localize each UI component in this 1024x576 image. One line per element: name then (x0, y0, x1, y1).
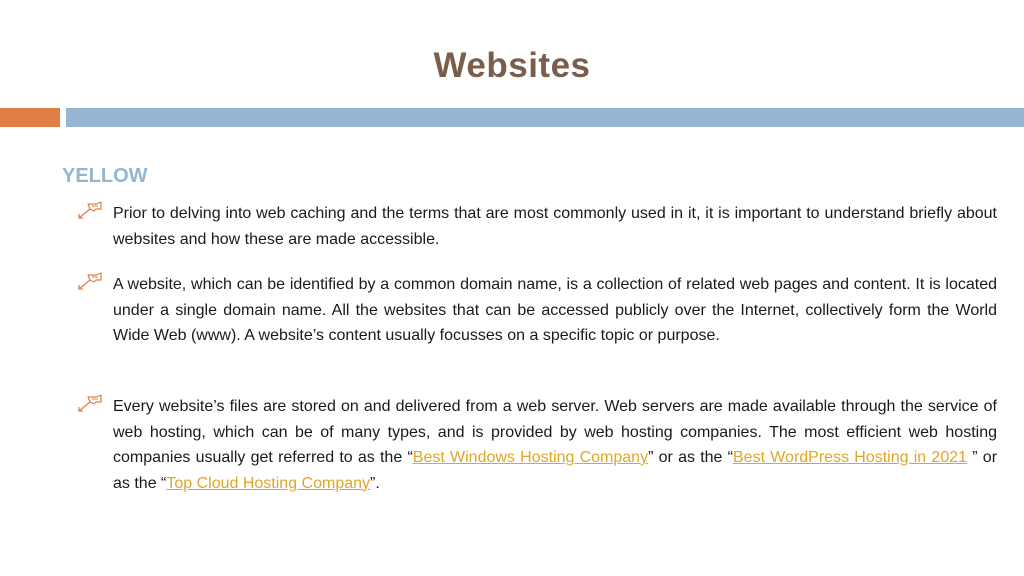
section-subheading: YELLOW (62, 165, 148, 187)
paragraph-intro: Prior to delving into web caching and the terms that are most commonly used in it, it is important to understand briefly about websites and how these are made accessible. (113, 205, 997, 248)
accent-bar-blue (66, 108, 1024, 127)
paragraph-text: ” or as the “ (113, 449, 998, 492)
link-top-cloud-hosting[interactable]: Top Cloud Hosting Company (166, 474, 371, 492)
paragraph-web-hosting (113, 394, 997, 496)
pointing-hand-icon (77, 200, 105, 222)
slide-title: Websites (433, 46, 591, 85)
paragraph-website-definition: A website, which can be identified by a common domain name, is a collection of related web pages and content. It is located under a single domain name. All the websites that can be accessed publicly over the Internet, collectively form the World Wide Web (www). A website’s content usually focusses on a specific topic or purpose. (113, 276, 997, 344)
pointing-hand-icon (77, 271, 105, 293)
paragraph-text: ” or as the “ (648, 449, 733, 466)
link-best-windows-hosting[interactable]: Best Windows Hosting Company (412, 449, 649, 466)
pointing-hand-icon (77, 393, 105, 415)
link-best-wordpress-hosting[interactable]: Best WordPress Hosting in 2021 (733, 449, 968, 466)
accent-bar-orange (0, 108, 60, 127)
paragraph-text: Every website’s files are stored on and delivered from a web server. Web servers are made available through the service of web hosting, which can be of many types, and is provided by web hosting companies. The most efficient web hosting companies usually get referred to as the “ (113, 398, 997, 466)
paragraph-text: ”. (370, 474, 380, 492)
